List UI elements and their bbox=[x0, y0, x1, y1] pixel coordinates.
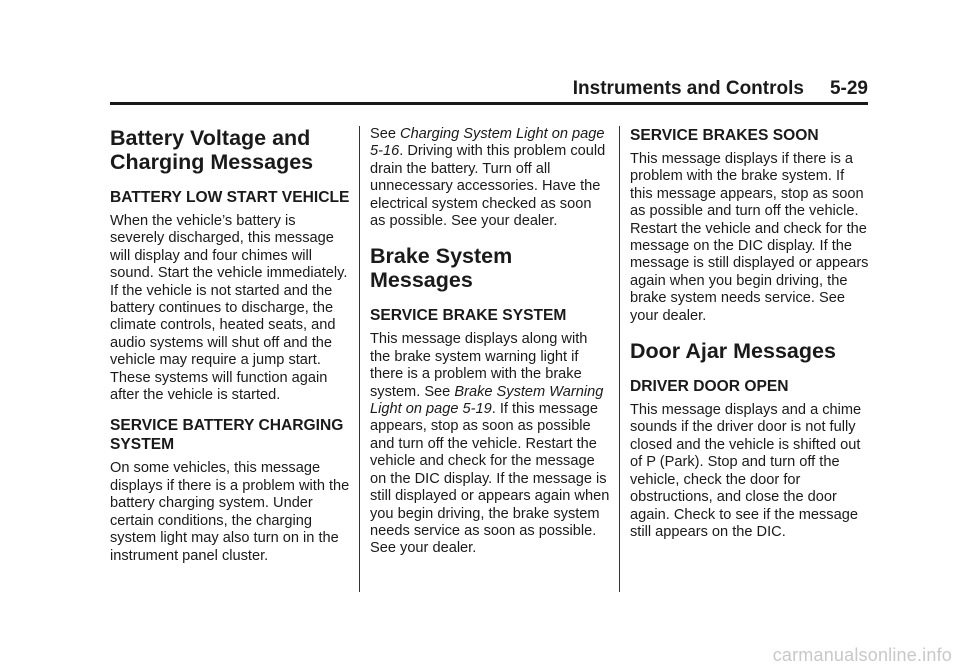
section-title: Instruments and Controls bbox=[572, 78, 804, 99]
heading-battery-voltage: Battery Voltage and Charging Messages bbox=[110, 126, 314, 174]
subheading-battery-low: BATTERY LOW START VEHICLE bbox=[110, 189, 350, 206]
paragraph-charging-continued bbox=[370, 126, 610, 230]
subheading-service-battery: SERVICE BATTERY CHARGING SYSTEM bbox=[110, 417, 344, 454]
subheading-driver-door-open: DRIVER DOOR OPEN bbox=[630, 378, 789, 396]
heading-brake-system: Brake System Messages bbox=[370, 244, 513, 293]
paragraph-driver-door-open: This message displays and a chime sounds if the driver door is not fully closed and the vehicle is shifted out of P (Park). Stop and turn off the vehicle, check the door for obstructions, and close the door again. Check to see if the message still appears on the DIC. bbox=[630, 402, 862, 540]
paragraph-service-battery: On some vehicles, this message displays if there is a problem with the battery charging system. Under certain conditions, the charging system light may also turn on in the instrument panel cluster. bbox=[110, 460, 350, 564]
text-charging-continued: . Driving with this problem could drain the battery. Turn off all unnecessary accessories. Have the electrical system checked as soon as possible. See your dealer. bbox=[370, 143, 606, 230]
subheading-service-brake-system: SERVICE BRAKE SYSTEM bbox=[370, 307, 567, 325]
header-rule bbox=[110, 102, 868, 105]
cross-reference-charging-light[interactable]: Charging System Light on page 5-16 bbox=[370, 126, 605, 160]
column-divider-1 bbox=[359, 126, 360, 592]
column-3 bbox=[630, 126, 870, 553]
page-header bbox=[110, 78, 868, 100]
subheading-service-brakes-soon: SERVICE BRAKES SOON bbox=[630, 127, 819, 144]
column-divider-2 bbox=[619, 126, 620, 592]
heading-door-ajar: Door Ajar Messages bbox=[630, 339, 836, 364]
paragraph-service-brake-system bbox=[370, 331, 610, 557]
text-brake-continued: . If this message appears, stop as soon as possible and turn off the vehicle. Restart the vehicle and check for the message on the DIC display. If the message is still displayed or appears again when you begin driving, the brake system needs service as soon as possible. See your dealer. bbox=[370, 401, 610, 557]
paragraph-battery-low: When the vehicle’s battery is severely discharged, this message will display and four chimes will sound. Start the vehicle immediately. If the vehicle is not started and the battery continues to discharge, the climate controls, heated seats, and audio systems will shut off and the vehicle may require a jump start. These systems will function again after the vehicle is started. bbox=[110, 213, 348, 404]
paragraph-service-brakes-soon: This message displays if there is a problem with the brake system. If this message appears, stop as soon as possible and turn off the vehicle. Restart the vehicle and check for the message on the DIC display. If the message is still displayed or appears again when you begin driving, the brake system needs service. See your dealer. bbox=[630, 151, 869, 324]
text-brake-intro: This message displays along with the brake system warning light if there is a problem with the brake system. See bbox=[370, 331, 588, 400]
column-2 bbox=[370, 126, 610, 570]
watermark: carmanualsonline.info bbox=[772, 645, 952, 665]
text-see: See bbox=[370, 126, 401, 142]
cross-reference-brake-light[interactable]: Brake System Warning Light on page 5-19 bbox=[370, 383, 604, 418]
page-number: 5-29 bbox=[829, 78, 868, 99]
column-1 bbox=[110, 126, 350, 577]
